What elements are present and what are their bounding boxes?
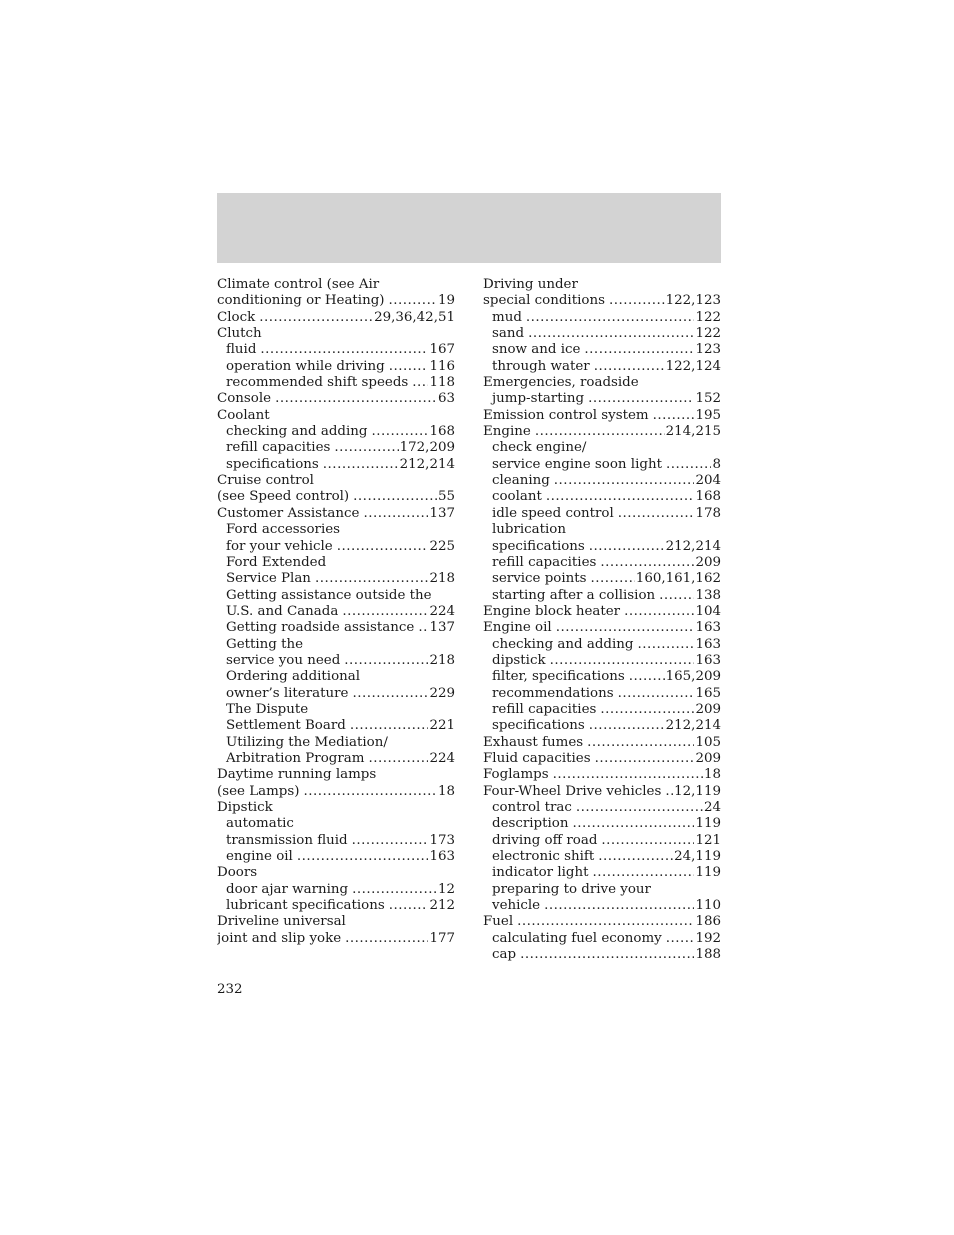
page-reference: 165,209	[665, 669, 721, 685]
index-term: for your vehicle	[226, 538, 333, 554]
page-reference: 138	[695, 587, 721, 603]
dot-leader	[352, 833, 429, 849]
dot-leader	[629, 669, 665, 685]
page-reference: 110	[695, 898, 721, 914]
index-entry	[217, 588, 455, 604]
index-entry	[217, 277, 455, 293]
index-term: cleaning	[492, 473, 550, 489]
index-term: lubrication	[492, 522, 566, 538]
page-reference: 212,214	[665, 718, 721, 734]
index-entry	[483, 637, 721, 653]
page-reference: 118	[429, 375, 455, 391]
dot-leader	[368, 751, 428, 767]
index-term: transmission fluid	[226, 832, 348, 848]
page-reference: 119	[695, 865, 721, 881]
page-reference: 212,214	[665, 538, 721, 554]
index-entry	[483, 571, 721, 587]
index-term: refill capacities	[492, 554, 597, 570]
dot-leader	[588, 391, 694, 407]
page-reference: 152	[695, 391, 721, 407]
index-term: Engine block heater	[483, 603, 621, 619]
index-term: idle speed control	[492, 505, 614, 521]
page-reference: 55	[437, 489, 455, 505]
dot-leader	[389, 898, 429, 914]
index-term: (see Lamps)	[217, 783, 300, 799]
index-entry	[217, 686, 455, 702]
dot-leader	[546, 489, 695, 505]
index-term: specifications	[492, 718, 585, 734]
index-term: U.S. and Canada	[226, 603, 339, 619]
page-reference: 123	[695, 342, 721, 358]
dot-leader	[594, 359, 665, 375]
index-entry	[483, 849, 721, 865]
dot-leader	[618, 506, 695, 522]
index-term: check engine/	[492, 440, 587, 456]
index-entry	[217, 342, 455, 358]
index-term: cap	[492, 947, 517, 963]
index-term: jump-starting	[492, 391, 585, 407]
dot-leader	[344, 653, 428, 669]
index-entry	[217, 408, 455, 424]
index-term: Climate control (see Air	[217, 277, 380, 292]
dot-leader	[363, 506, 428, 522]
index-term: dipstick	[492, 652, 546, 668]
index-term: Ford Extended	[226, 554, 327, 570]
page-reference: 225	[429, 538, 455, 554]
page-reference: 163	[429, 849, 455, 865]
page-reference: 209	[695, 750, 721, 766]
index-entry	[217, 669, 455, 685]
page-reference: 192	[695, 930, 721, 946]
dot-leader	[352, 686, 428, 702]
dot-leader	[554, 473, 695, 489]
page-reference: 186	[695, 914, 721, 930]
index-entry	[483, 588, 721, 604]
index-entry	[217, 440, 455, 456]
index-term: Utilizing the Mediation/	[226, 734, 388, 750]
dot-leader	[589, 539, 665, 555]
index-term: Fluid capacities	[483, 750, 591, 766]
index-entry	[483, 293, 721, 309]
index-entry	[217, 571, 455, 587]
index-entry	[483, 898, 721, 914]
index-entry	[217, 375, 455, 391]
index-term: The Dispute	[226, 701, 309, 717]
page-reference: 122,123	[665, 293, 721, 309]
dot-leader	[593, 865, 695, 881]
index-entry	[217, 784, 455, 800]
index-term: Ordering additional	[226, 669, 361, 685]
index-term: door ajar warning	[226, 881, 349, 897]
index-entry	[483, 326, 721, 342]
index-term: filter, specifications	[492, 669, 625, 685]
index-entry	[217, 522, 455, 538]
dot-leader	[576, 800, 703, 816]
page-reference: 218	[429, 571, 455, 587]
index-entry	[217, 457, 455, 473]
dot-leader	[637, 637, 694, 653]
index-entry	[483, 506, 721, 522]
dot-leader	[535, 424, 665, 440]
index-entry	[217, 833, 455, 849]
index-entry	[483, 669, 721, 685]
page-reference: 214,215	[665, 424, 721, 440]
index-term: Emergencies, roadside	[483, 375, 639, 391]
page-reference: 212	[429, 898, 455, 914]
page-reference: 137	[429, 620, 455, 636]
page-reference: 104	[695, 603, 721, 619]
index-term: calculating fuel economy	[492, 930, 662, 946]
index-entry	[483, 947, 721, 963]
page-reference: 168	[695, 489, 721, 505]
index-entry	[483, 702, 721, 718]
index-entry	[217, 849, 455, 865]
index-term: Getting assistance outside the	[226, 587, 432, 603]
index-term: Console	[217, 391, 272, 407]
index-entry	[217, 637, 455, 653]
dot-leader	[412, 375, 428, 391]
index-entry	[483, 277, 721, 293]
index-entry	[217, 293, 455, 309]
index-entry	[217, 620, 455, 636]
index-term: starting after a collision	[492, 587, 656, 603]
dot-leader	[337, 539, 429, 555]
index-entry	[483, 686, 721, 702]
page-reference: 18	[437, 783, 455, 799]
dot-leader	[528, 326, 694, 342]
index-term: automatic	[226, 816, 294, 832]
index-entry	[217, 489, 455, 505]
index-entry	[483, 800, 721, 816]
index-term: control trac	[492, 800, 572, 815]
page-reference: 224	[429, 750, 455, 766]
index-entry	[217, 473, 455, 489]
page-reference: 122,124	[665, 358, 721, 374]
index-term: Ford accessories	[226, 522, 341, 538]
index-term: Foglamps	[483, 767, 549, 783]
dot-leader	[345, 931, 428, 947]
index-entry	[483, 604, 721, 620]
index-term: Fuel	[483, 914, 514, 930]
index-term: conditioning or Heating)	[217, 293, 385, 309]
index-term: Coolant	[217, 407, 270, 423]
index-entry	[483, 718, 721, 734]
index-term: refill capacities	[492, 701, 597, 717]
dot-leader	[666, 931, 695, 947]
page-number: 232	[217, 982, 243, 997]
index-term: Engine	[483, 424, 531, 440]
index-entry	[217, 931, 455, 947]
index-entry	[483, 767, 721, 783]
index-entry	[483, 816, 721, 832]
index-term: Emission control system	[483, 407, 649, 423]
dot-leader	[418, 620, 428, 636]
dot-leader	[259, 310, 373, 326]
dot-leader	[371, 424, 428, 440]
dot-leader	[601, 833, 694, 849]
index-entry	[217, 326, 455, 342]
dot-leader	[389, 359, 429, 375]
index-term: lubricant specifications	[226, 898, 385, 914]
index-term: recommended shift speeds	[226, 375, 409, 391]
dot-leader	[600, 555, 694, 571]
index-entry	[217, 751, 455, 767]
index-entry	[483, 522, 721, 538]
dot-leader	[653, 408, 695, 424]
dot-leader	[350, 718, 429, 734]
index-term: Driving under	[483, 277, 578, 292]
page-reference: 137	[429, 505, 455, 521]
index-entry	[217, 539, 455, 555]
index-term: vehicle	[492, 898, 541, 914]
index-entry	[483, 784, 721, 800]
dot-leader	[584, 342, 694, 358]
index-entry	[483, 310, 721, 326]
page-reference: 209	[695, 554, 721, 570]
index-entry	[217, 555, 455, 571]
index-entry	[217, 310, 455, 326]
index-term: specifications	[492, 538, 585, 554]
page-reference: 19	[437, 293, 455, 309]
index-term: snow and ice	[492, 342, 581, 358]
index-entry	[483, 539, 721, 555]
page-reference: 224	[429, 603, 455, 619]
index-term: joint and slip yoke	[217, 930, 342, 946]
index-entry	[217, 718, 455, 734]
index-column-right	[483, 277, 721, 963]
index-term: owner’s literature	[226, 685, 349, 701]
dot-leader	[609, 293, 665, 309]
index-entry	[483, 653, 721, 669]
index-term: Exhaust fumes	[483, 734, 584, 750]
index-entry	[483, 735, 721, 751]
page-reference: 204	[695, 473, 721, 489]
index-term: through water	[492, 358, 590, 374]
page-reference: 29,36,42,51	[374, 309, 455, 325]
index-entry	[217, 914, 455, 930]
page-reference: 116	[429, 358, 455, 374]
dot-leader	[553, 767, 703, 783]
index-column-left	[217, 277, 455, 947]
page-reference: 121	[695, 832, 721, 848]
page-reference: 105	[695, 734, 721, 750]
index-term: engine oil	[226, 849, 293, 865]
index-entry	[217, 800, 455, 816]
index-entry	[217, 735, 455, 751]
index-entry	[483, 424, 721, 440]
dot-leader	[526, 310, 695, 326]
index-term: service you need	[226, 652, 341, 668]
index-entry	[217, 604, 455, 620]
index-entry	[217, 391, 455, 407]
index-entry	[483, 865, 721, 881]
page-reference: 221	[429, 718, 455, 734]
page-reference: 178	[695, 505, 721, 521]
index-term: Service Plan	[226, 571, 311, 587]
dot-leader	[659, 588, 694, 604]
index-term: checking and adding	[492, 636, 634, 652]
index-entry	[483, 882, 721, 898]
page-reference: 209	[695, 701, 721, 717]
dot-leader	[389, 293, 437, 309]
page-reference: 172,209	[399, 440, 455, 456]
index-entry	[217, 898, 455, 914]
dot-leader	[260, 342, 428, 358]
index-term: special conditions	[483, 293, 605, 309]
page-reference: 12	[437, 881, 455, 897]
index-entry	[217, 702, 455, 718]
dot-leader	[303, 784, 437, 800]
index-term: checking and adding	[226, 424, 368, 440]
index-term: Customer Assistance	[217, 505, 360, 521]
index-entry	[483, 555, 721, 571]
index-entry	[483, 408, 721, 424]
index-entry	[483, 620, 721, 636]
index-entry	[217, 653, 455, 669]
index-entry	[483, 342, 721, 358]
index-term: electronic shift	[492, 849, 595, 865]
page-reference: 8	[712, 456, 721, 472]
index-term: service points	[492, 571, 587, 587]
dot-leader	[544, 898, 694, 914]
page-reference: 229	[429, 685, 455, 701]
dot-leader	[556, 620, 695, 636]
dot-leader	[624, 604, 694, 620]
index-term: Daytime running lamps	[217, 767, 377, 783]
index-term: Getting roadside assistance	[226, 620, 415, 636]
index-entry	[217, 359, 455, 375]
index-term: mud	[492, 309, 522, 325]
dot-leader	[275, 391, 437, 407]
dot-leader	[334, 440, 398, 456]
index-entry	[483, 391, 721, 407]
page-reference: 160,161,162	[635, 571, 721, 587]
index-term: service engine soon light	[492, 456, 662, 472]
index-term: Engine oil	[483, 620, 552, 636]
page-reference: 167	[429, 342, 455, 358]
index-term: Dipstick	[217, 800, 273, 815]
page-reference: 163	[695, 652, 721, 668]
page-reference: 119	[695, 816, 721, 832]
index-term: coolant	[492, 489, 542, 505]
index-term: driving off road	[492, 832, 598, 848]
dot-leader	[618, 686, 695, 702]
index-entry	[217, 506, 455, 522]
index-entry	[483, 473, 721, 489]
dot-leader	[517, 914, 694, 930]
index-term: operation while driving	[226, 358, 385, 374]
index-term: refill capacities	[226, 440, 331, 456]
index-term: Clutch	[217, 326, 262, 342]
page-reference: 168	[429, 424, 455, 440]
page-reference: 18	[703, 767, 721, 783]
index-term: recommendations	[492, 685, 614, 701]
dot-leader	[352, 882, 437, 898]
index-term: Doors	[217, 865, 258, 881]
index-term: (see Speed control)	[217, 489, 350, 505]
dot-leader	[591, 571, 635, 587]
index-entry	[217, 816, 455, 832]
index-entry	[483, 931, 721, 947]
index-entry	[217, 424, 455, 440]
index-term: Cruise control	[217, 473, 314, 489]
index-term: Getting the	[226, 636, 304, 652]
dot-leader	[595, 751, 695, 767]
dot-leader	[315, 571, 429, 587]
index-entry	[217, 767, 455, 783]
dot-leader	[587, 735, 694, 751]
page-reference: 177	[429, 930, 455, 946]
index-entry	[483, 457, 721, 473]
dot-leader	[589, 718, 665, 734]
index-entry	[483, 914, 721, 930]
dot-leader	[550, 653, 695, 669]
page-reference: 188	[695, 947, 721, 963]
index-entry	[483, 359, 721, 375]
index-term: Four-Wheel Drive vehicles	[483, 783, 662, 799]
index-entry	[483, 751, 721, 767]
page-reference: 122	[695, 326, 721, 342]
index-entry	[483, 375, 721, 391]
index-term: Clock	[217, 309, 256, 325]
index-term: Arbitration Program	[226, 750, 365, 766]
page-reference: 212,214	[399, 456, 455, 472]
index-term: preparing to drive your	[492, 881, 651, 897]
page-reference: 163	[695, 636, 721, 652]
index-term: Settlement Board	[226, 718, 346, 734]
index-entry	[217, 865, 455, 881]
dot-leader	[598, 849, 673, 865]
dot-leader	[572, 816, 694, 832]
index-entry	[483, 440, 721, 456]
index-entry	[217, 882, 455, 898]
index-term: specifications	[226, 456, 319, 472]
page-reference: 173	[429, 832, 455, 848]
page-reference: 195	[695, 407, 721, 423]
dot-leader	[342, 604, 428, 620]
dot-leader	[600, 702, 694, 718]
dot-leader	[323, 457, 399, 473]
page-reference: 12,119	[674, 783, 721, 799]
index-term: fluid	[226, 342, 257, 358]
page-reference: 24,119	[674, 849, 721, 865]
dot-leader	[297, 849, 429, 865]
page-reference: 165	[695, 685, 721, 701]
page-reference: 218	[429, 652, 455, 668]
index-term: indicator light	[492, 865, 589, 881]
index-term: description	[492, 816, 569, 832]
index-entry	[483, 833, 721, 849]
page-reference: 122	[695, 309, 721, 325]
page-reference: 63	[437, 391, 455, 407]
index-term: Driveline universal	[217, 914, 346, 930]
page-reference: 163	[695, 620, 721, 636]
index-term: sand	[492, 326, 525, 342]
header-band	[217, 193, 721, 263]
index-entry	[483, 489, 721, 505]
dot-leader	[353, 489, 437, 505]
page-reference: 24	[703, 800, 721, 815]
dot-leader	[666, 457, 712, 473]
dot-leader	[520, 947, 694, 963]
dot-leader	[665, 784, 673, 800]
